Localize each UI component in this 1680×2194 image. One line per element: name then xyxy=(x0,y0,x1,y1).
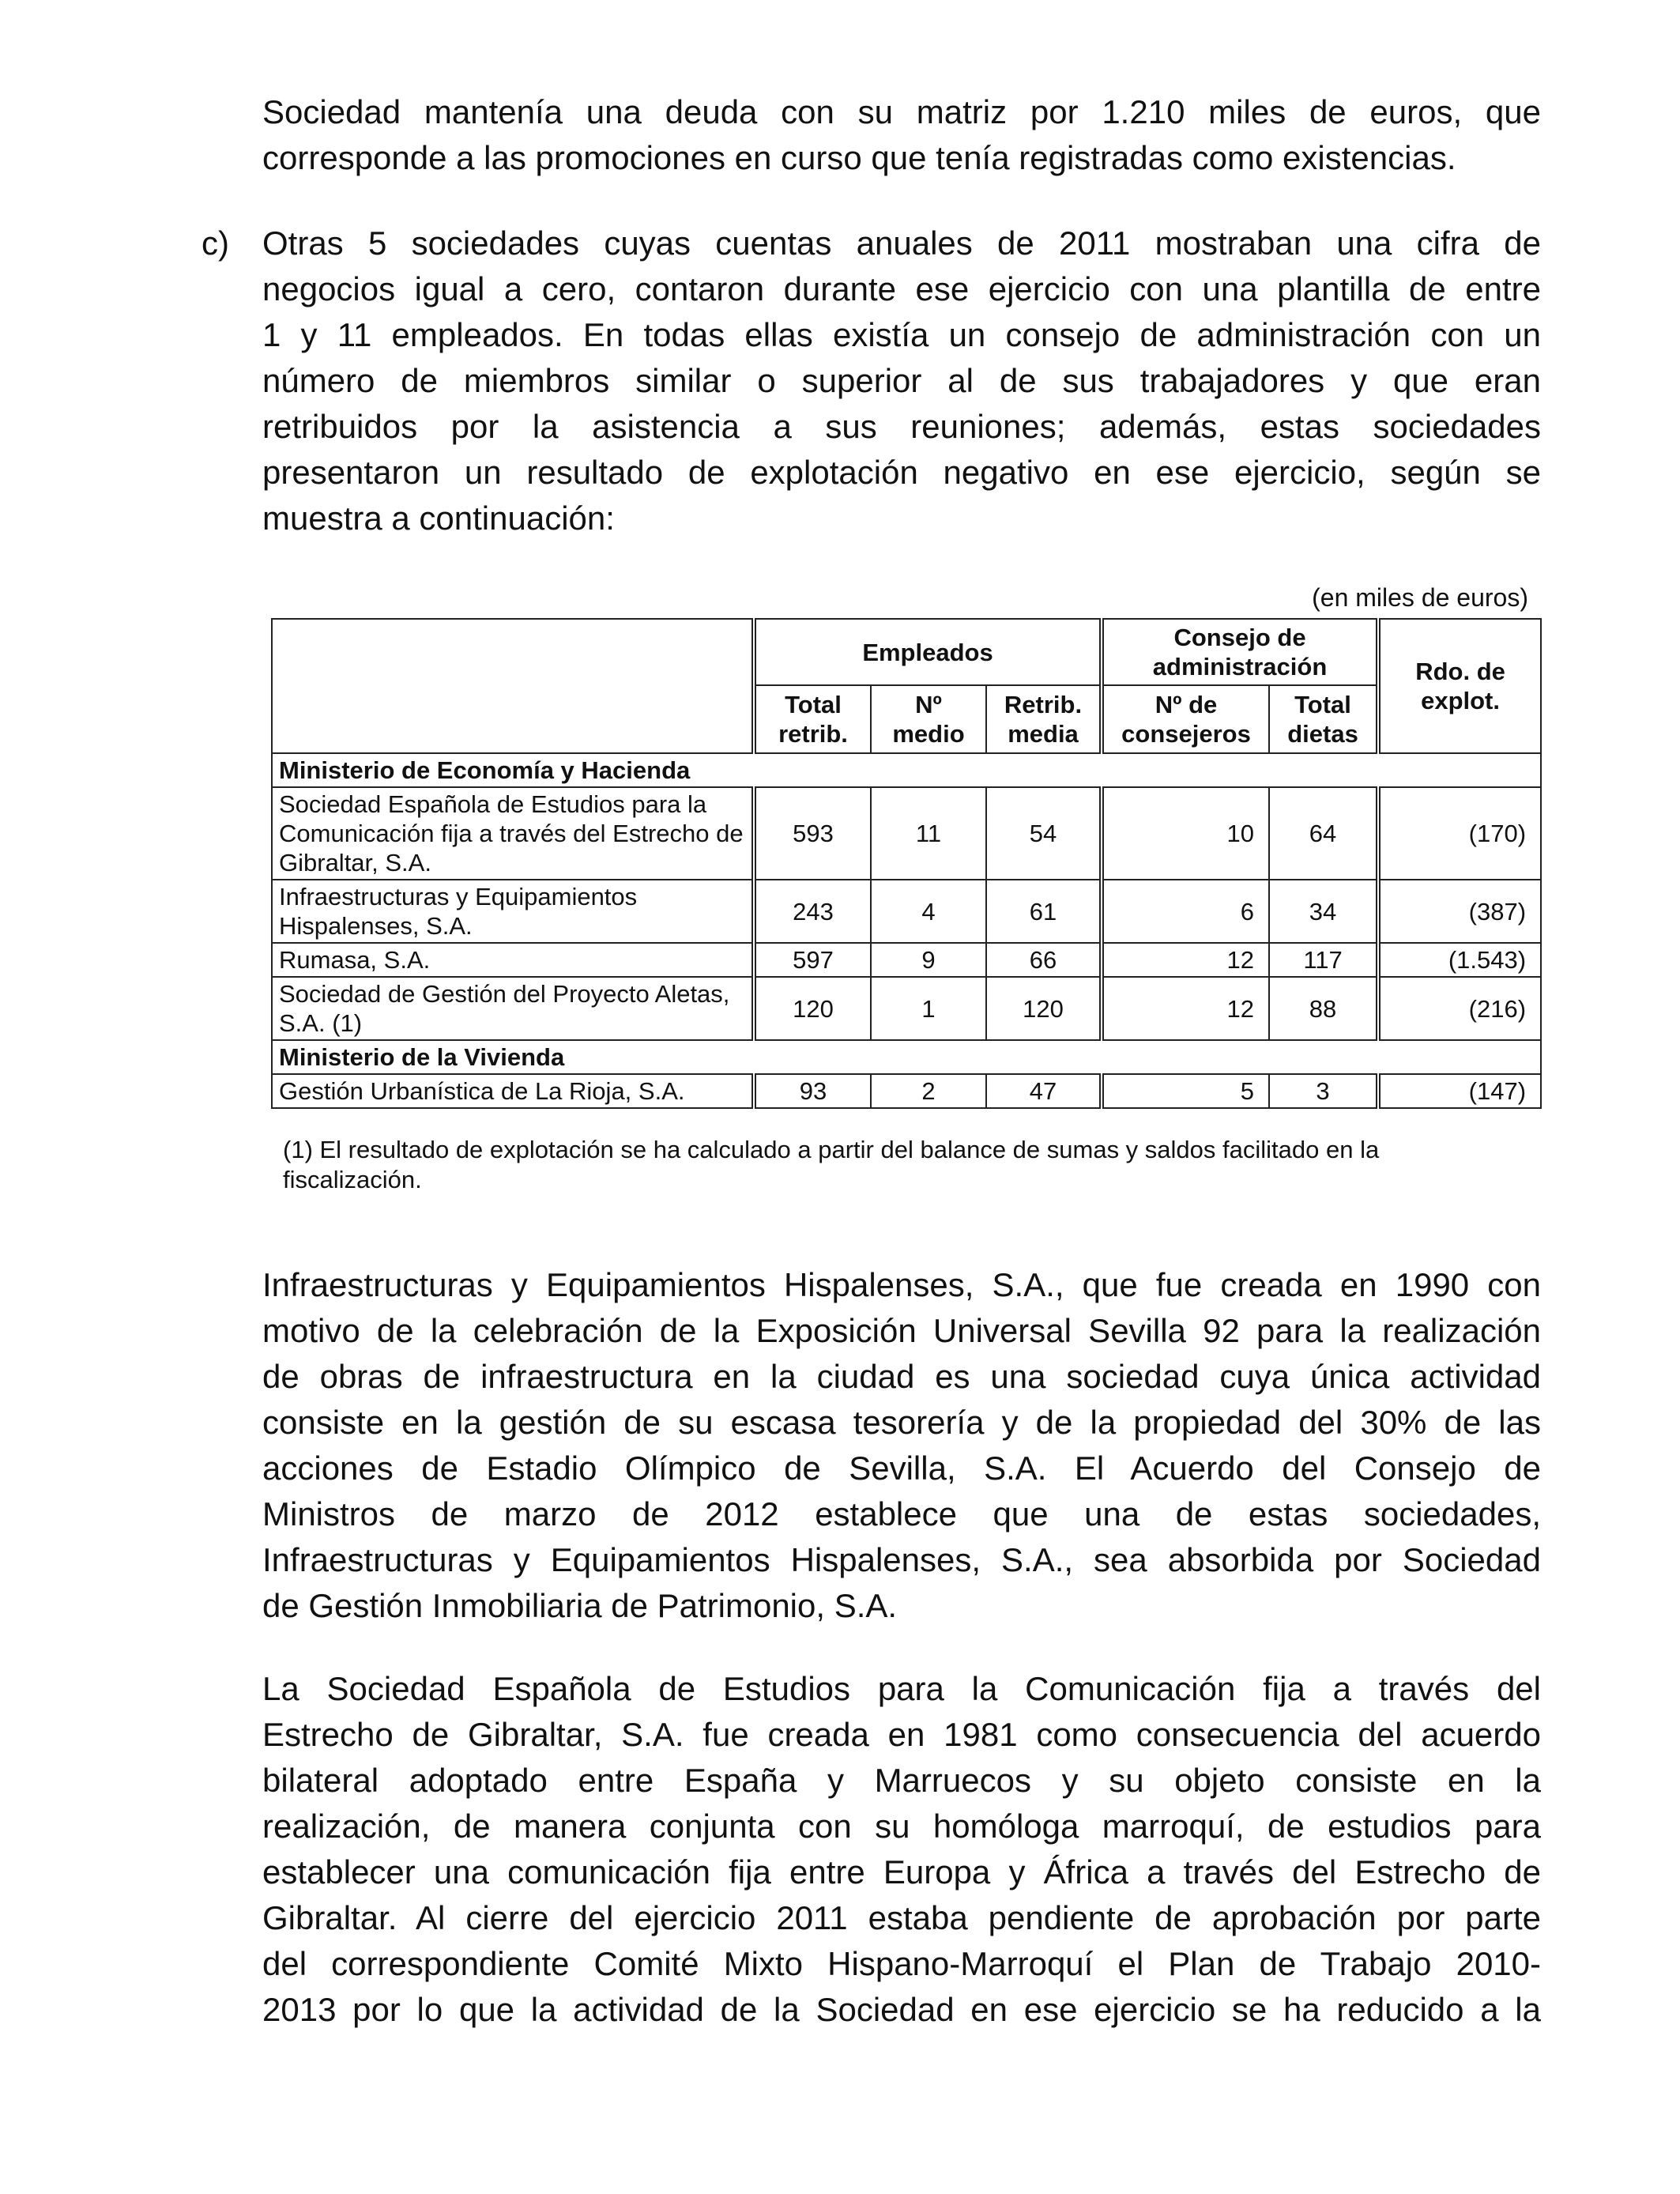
cell-total-retrib: 93 xyxy=(754,1074,871,1108)
text-line: corresponde a las promociones en curso que tenía registradas como existencias. xyxy=(262,139,1456,176)
header-total-dietas: Total dietas xyxy=(1269,685,1378,753)
company-name: Infraestructuras y Equipamientos Hispalenses, S.A. xyxy=(272,880,754,943)
cell-total-retrib: 593 xyxy=(754,787,871,880)
cell-n-medio: 4 xyxy=(871,880,986,943)
text-line: motivo de la celebración de la Exposición Universal Sevilla 92 para la realización xyxy=(262,1312,1541,1349)
section-label: Ministerio de la Vivienda xyxy=(272,1040,1541,1074)
cell-n-medio: 11 xyxy=(871,787,986,880)
text-line: Gibraltar. Al cierre del ejercicio 2011 estaba pendiente de aprobación por parte xyxy=(262,1899,1541,1936)
text-line: de Gestión Inmobiliaria de Patrimonio, S.A. xyxy=(262,1587,898,1624)
table-row xyxy=(272,1074,1541,1108)
cell-total-dietas: 3 xyxy=(1269,1074,1378,1108)
header-consejo: Consejo de administración xyxy=(1102,619,1378,685)
text-line: muestra a continuación: xyxy=(262,499,615,537)
table-footnote: (1) El resultado de explotación se ha calculado a partir del balance de sumas y saldos facilitado en la fiscalización. xyxy=(283,1136,1380,1193)
company-name: Gestión Urbanística de La Rioja, S.A. xyxy=(272,1074,754,1108)
cell-total-retrib: 243 xyxy=(754,880,871,943)
list-marker: c) xyxy=(202,224,229,262)
cell-n-medio: 1 xyxy=(871,977,986,1040)
text-line: 1 y 11 empleados. En todas ellas existía un consejo de administración con un xyxy=(262,316,1541,353)
cell-retrib-media: 61 xyxy=(986,880,1102,943)
header-retrib-media: Retrib. media xyxy=(986,685,1102,753)
header-rdo: Rdo. de explot. xyxy=(1378,619,1541,753)
cell-n-consejeros: 6 xyxy=(1102,880,1269,943)
paragraph-hispalenses xyxy=(262,1262,1541,1629)
table-row xyxy=(272,977,1541,1040)
text-line: realización, de manera conjunta con su homóloga marroquí, de estudios para xyxy=(262,1808,1541,1845)
paragraph-estrecho xyxy=(262,1666,1541,2033)
text-line: presentaron un resultado de explotación negativo en ese ejercicio, según se xyxy=(262,454,1541,491)
text-line: del correspondiente Comité Mixto Hispano-Marroquí el Plan de Trabajo 2010- xyxy=(262,1945,1541,1982)
header-empleados: Empleados xyxy=(754,619,1102,685)
header-n-consejeros: Nº de consejeros xyxy=(1102,685,1269,753)
text-line: La Sociedad Española de Estudios para la Comunicación fija a través del xyxy=(262,1670,1541,1707)
header-n-medio: Nº medio xyxy=(871,685,986,753)
section-row xyxy=(272,1040,1541,1074)
text-line: Sociedad mantenía una deuda con su matriz por 1.210 miles de euros, que xyxy=(262,93,1541,130)
section-row xyxy=(272,753,1541,787)
cell-rdo: (387) xyxy=(1378,880,1541,943)
top-paragraph xyxy=(262,89,1541,181)
company-name: Rumasa, S.A. xyxy=(272,943,754,977)
cell-n-consejeros: 12 xyxy=(1102,977,1269,1040)
item-c-paragraph xyxy=(262,221,1541,541)
text-line: consiste en la gestión de su escasa tesorería y de la propiedad del 30% de las xyxy=(262,1404,1541,1441)
company-name: Sociedad de Gestión del Proyecto Aletas, S.A. (1) xyxy=(272,977,754,1040)
text-line: 2013 por lo que la actividad de la Sociedad en ese ejercicio se ha reducido a la xyxy=(262,1991,1541,2028)
cell-n-consejeros: 12 xyxy=(1102,943,1269,977)
cell-total-dietas: 88 xyxy=(1269,977,1378,1040)
cell-total-dietas: 34 xyxy=(1269,880,1378,943)
cell-rdo: (170) xyxy=(1378,787,1541,880)
table-row xyxy=(272,787,1541,880)
company-name: Sociedad Española de Estudios para la Comunicación fija a través del Estrecho de Gibraltar, S.A. xyxy=(272,787,754,880)
text-line: Estrecho de Gibraltar, S.A. fue creada en 1981 como consecuencia del acuerdo xyxy=(262,1716,1541,1753)
cell-total-retrib: 597 xyxy=(754,943,871,977)
section-label: Ministerio de Economía y Hacienda xyxy=(272,753,1541,787)
text-line: de obras de infraestructura en la ciudad es una sociedad cuya única actividad xyxy=(262,1358,1541,1395)
cell-total-retrib: 120 xyxy=(754,977,871,1040)
table-units: (en miles de euros) xyxy=(1312,583,1528,612)
text-line: establecer una comunicación fija entre Europa y África a través del Estrecho de xyxy=(262,1853,1541,1891)
text-line: número de miembros similar o superior al de sus trabajadores y que eran xyxy=(262,362,1541,399)
text-line: Infraestructuras y Equipamientos Hispalenses, S.A., que fue creada en 1990 con xyxy=(262,1266,1541,1303)
text-line: Ministros de marzo de 2012 establece que una de estas sociedades, xyxy=(262,1495,1541,1532)
financial-table xyxy=(271,618,1542,1109)
cell-rdo: (147) xyxy=(1378,1074,1541,1108)
text-line: retribuidos por la asistencia a sus reuniones; además, estas sociedades xyxy=(262,408,1541,445)
text-line: bilateral adoptado entre España y Marruecos y su objeto consiste en la xyxy=(262,1762,1541,1799)
text-line: Otras 5 sociedades cuyas cuentas anuales de 2011 mostraban una cifra de xyxy=(262,224,1541,262)
cell-rdo: (1.543) xyxy=(1378,943,1541,977)
cell-retrib-media: 120 xyxy=(986,977,1102,1040)
text-line: acciones de Estadio Olímpico de Sevilla, S.A. El Acuerdo del Consejo de xyxy=(262,1449,1541,1487)
cell-retrib-media: 47 xyxy=(986,1074,1102,1108)
table-row xyxy=(272,880,1541,943)
cell-total-dietas: 117 xyxy=(1269,943,1378,977)
cell-n-consejeros: 10 xyxy=(1102,787,1269,880)
text-line: Infraestructuras y Equipamientos Hispalenses, S.A., sea absorbida por Sociedad xyxy=(262,1541,1541,1578)
table-row xyxy=(272,943,1541,977)
text-line: negocios igual a cero, contaron durante ese ejercicio con una plantilla de entre xyxy=(262,270,1541,307)
cell-rdo: (216) xyxy=(1378,977,1541,1040)
cell-total-dietas: 64 xyxy=(1269,787,1378,880)
cell-n-consejeros: 5 xyxy=(1102,1074,1269,1108)
cell-n-medio: 9 xyxy=(871,943,986,977)
header-blank xyxy=(272,619,754,753)
cell-retrib-media: 66 xyxy=(986,943,1102,977)
header-total-retrib: Total retrib. xyxy=(754,685,871,753)
cell-n-medio: 2 xyxy=(871,1074,986,1108)
cell-retrib-media: 54 xyxy=(986,787,1102,880)
